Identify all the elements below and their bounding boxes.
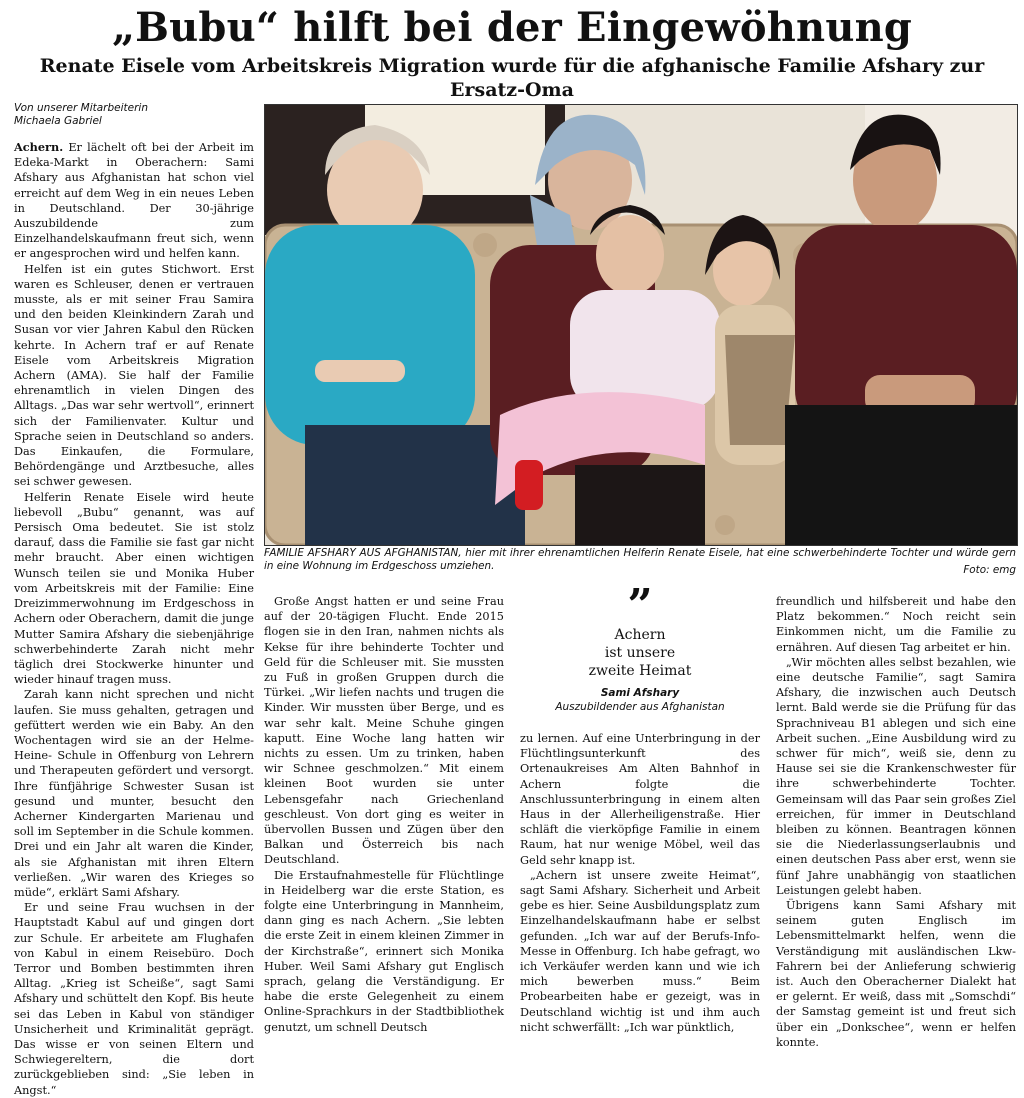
byline-line-1: Von unserer Mitarbeiterin — [14, 102, 149, 114]
byline-author: Michaela Gabriel — [14, 115, 102, 127]
paragraph: Die Erstaufnahmestelle für Flüchtlinge in Heidelberg war die erste Station, es folgte eine Unterbringung in Mannheim, dann ging es nach Achern. „Sie lebten die erste Zeit in einem kleinen Zimmer in der Kirchstraße“, erinnert sich Monika Huber. Weil Sami Afshary gut Englisch sprach, gelang die Verständigung. Er habe die erste Gelegenheit zu einem Online-Sprachkurs in der Stadtbibliothek genutzt, um schnell Deutsch — [264, 868, 504, 1034]
byline — [14, 102, 254, 128]
paragraph: Er und seine Frau wuchsen in der Hauptstadt Kabul auf und gingen dort zur Schule. Er arbeitete am Flughafen von Kabul in einem Reisebüro. Doch Terror und Bomben bestimmten ihren Alltag. „Krieg ist Scheiße“, sagt Sami Afshary und schüttelt den Kopf. Bis heute sei das Leben in Kabul von ständiger Unsicherheit und Kriminalität geprägt. Das wisse er von seinen Eltern und Schwiegereltern, die dort zurückgeblieben sind: „Sie leben in Angst.“ — [14, 901, 254, 1097]
text-column-4 — [776, 594, 1016, 1050]
pull-quote-role: Auszubildender aus Afghanistan — [555, 701, 725, 713]
pull-quote-line: Achern — [614, 627, 666, 643]
text-column-1 — [14, 140, 254, 1098]
paragraph: Helfen ist ein gutes Stichwort. Erst waren es Schleuser, denen er vertrauen musste, als er mit seiner Frau Samira und den beiden Kleinkindern Zarah und Susan vor vier Jahren Kabul den Rücken kehrte. In Achern traf er auf Renate Eisele vom Arbeitskreis Migration Achern (AMA). Sie half der Familie ehrenamtlich in vielen Dingen des Alltags. „Das war sehr wertvoll“, erinnert sich der Familienvater. Kultur und Sprache seien in Deutschland so anders. Das Einkaufen, die Formulare, Behördengänge und Arztbesuche, alles sei schwer gewesen. — [14, 262, 254, 489]
article-subheadline: Renate Eisele vom Arbeitskreis Migration wurde für die afghanische Familie Afshary zur Ersatz-Oma — [39, 55, 985, 101]
quote-mark-icon: ” — [627, 580, 653, 631]
pull-quote — [520, 626, 760, 680]
dateline: Achern. — [14, 140, 64, 154]
caption-lead: FAMILIE AFSHARY AUS AFGHANISTAN, — [264, 547, 462, 559]
text-column-3 — [520, 731, 760, 1035]
photo-caption — [264, 547, 1016, 573]
paragraph: „Wir möchten alles selbst bezahlen, wie eine deutsche Familie“, sagt Samira Afshary, die inzwischen auch Deutsch lernt. Bald werde sie die Prüfung für das Sprachniveau B1 ablegen und sich eine Arbeit suchen. „Eine Ausbildung wird zu schwer für mich“, weiß sie, denn zu Hause sei sie die Krankenschwester für ihre schwerbehinderte Tochter. Gemeinsam will das Paar sein großes Ziel erreichen, für immer in Deutschland bleiben zu können. Beantragen können sie die Niederlassungserlaubnis und einen deutschen Pass aber erst, wenn sie fünf Jahre unabhängig von staatlichen Leistungen gelebt haben. — [776, 655, 1016, 897]
paragraph: freundlich und hilfsbereit und habe den Platz bekommen.“ Noch reicht sein Einkommen nicht, um die Familie zu ernähren. Auf diesen Tag arbeitet er hin. — [776, 595, 1016, 654]
paragraph: Zarah kann nicht sprechen und nicht laufen. Sie muss gehalten, getragen und gefüttert werden wie ein Baby. An den Wochentagen wird sie an der Helme-Heine- Schule in Offenburg von Lehrern und Therapeuten gefördert und versorgt. Ihre fünfjährige Schwester Susan ist gesund und munter, besucht den Acherner Kindergarten Marienau und soll im September in die Schule kommen. Drei und ein Jahr alt waren die Kinder, als sie Afghanistan mit ihren Eltern verließen. „Wir waren des Krieges so müde“, erklärt Sami Afshary. — [14, 688, 254, 899]
paragraph: „Achern ist unsere zweite Heimat“, sagt Sami Afshary. Sicherheit und Arbeit gebe es hier. Seine Ausbildungsplatz zum Einzelhandelskaufmann habe er selbst gefunden. „Ich war auf der Berufs-Info-Messe in Offenburg. Ich habe gefragt, wo ich Verkäufer werden kann und wie ich mich bewerben muss.“ Beim Probearbeiten habe er gezeigt, was in Deutschland wichtig ist und ihm auch nicht schwerfällt: „Ich war pünktlich, — [520, 868, 760, 1034]
family-photo — [264, 104, 1018, 546]
pull-quote-author: Sami Afshary — [600, 687, 680, 699]
paragraph: Übrigens kann Sami Afshary mit seinem guten Englisch im Lebensmittelmarkt helfen, wenn die Verständigung mit ausländischen Lkw-Fahrern bei der Anlieferung schwierig ist. Auch den Oberacherner Dialekt hat er gelernt. Er weiß, dass mit „Somschdi“ der Samstag gemeint ist und freut sich über ein „Donkschee“, wenn er helfen konnte. — [776, 899, 1016, 1049]
paragraph: zu lernen. Auf eine Unterbringung in der Flüchtlingsunterkunft des Ortenaukreises Am Alten Bahnhof in Achern folgte die Anschlussunterbringung in einem alten Haus in der Allerheiligenstraße. Hier schläft die vierköpfige Familie in einem Raum, hat nur wenige Möbel, weil das Geld sehr knapp ist. — [520, 732, 760, 867]
article-headline: „Bubu“ hilft bei der Eingewöhnung — [111, 4, 913, 51]
paragraph: Große Angst hatten er und seine Frau auf der 20-tägigen Flucht. Ende 2015 flogen sie in den Iran, nahmen nichts als Kekse für ihre behinderte Tochter und Geld für die Schleuser mit. Sie mussten zu Fuß in großen Gruppen durch die Türkei. „Wir liefen nachts und trugen die Kinder. Wir mussten über Berge, und es war sehr kalt. Meine Schuhe gingen kaputt. Eine Woche lang hatten wir nichts zu essen. Um zu trinken, haben wir Schnee geschmolzen.“ Mit einem kleinen Boot wurden sie unter Lebensgefahr nach Griechenland geschleust. Von dort ging es weiter in übervollen Bussen und Zügen über den Balkan und Österreich bis nach Deutschland. — [264, 595, 504, 867]
pull-quote-line: ist unsere — [604, 645, 676, 661]
pull-quote-line: zweite Heimat — [588, 663, 692, 679]
paragraph: Achern. Er lächelt oft bei der Arbeit im Edeka-Markt in Oberachern: Sami Afshary aus Afghanistan hat schon viel erreicht auf dem Weg in ein neues Leben in Deutschland. Der 30-jährige Auszubildende zum Einzelhandelskaufmann freut sich, wenn er angesprochen wird und helfen kann. — [14, 140, 254, 261]
caption-text: hier mit ihrer ehrenamtlichen Helferin Renate Eisele, hat eine schwerbehinderte Tochter und würde gern in eine Wohnung im Erdgeschoss umziehen. — [264, 547, 1016, 572]
text-column-2 — [264, 594, 504, 1035]
photo-credit: Foto: emg — [963, 564, 1016, 576]
photo-illustration — [265, 105, 1017, 545]
paragraph: Helferin Renate Eisele wird heute liebevoll „Bubu“ genannt, was auf Persisch Oma bedeutet. Sie ist stolz darauf, dass die Familie sie fast gar nicht mehr braucht. Aber einen wichtigen Wunsch teilen sie und Monika Huber vom Arbeitskreis mit der Familie: Eine Dreizimmerwohnung im Erdgeschoss in Achern oder Oberachern, damit die junge Mutter Samira Afshary die siebenjährige schwerbehinderte Zarah nicht mehr täglich drei Stockwerke hinunter und wieder hinauf tragen muss. — [14, 490, 254, 687]
